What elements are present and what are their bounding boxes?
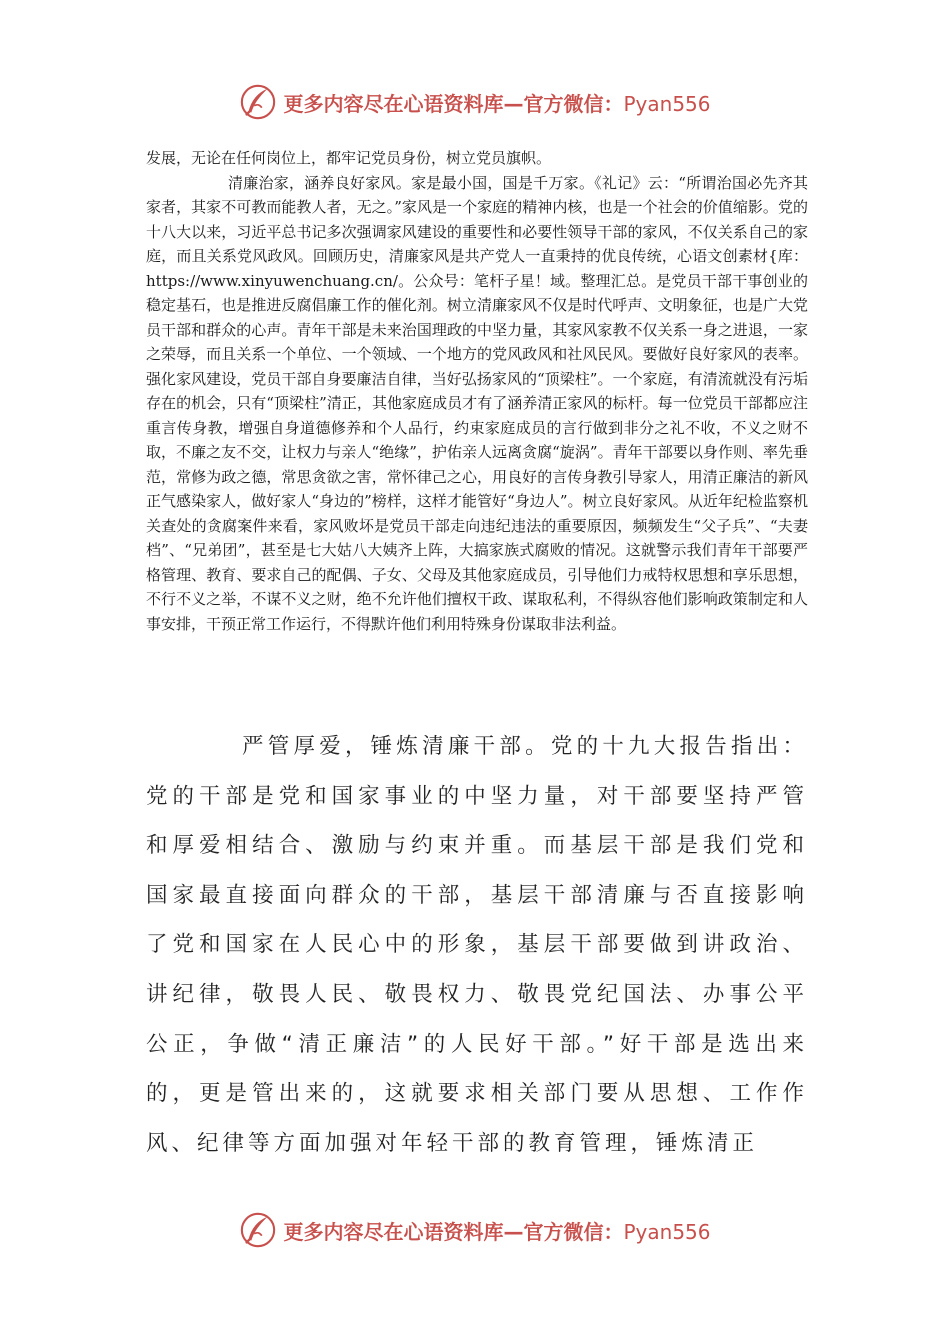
- document-body-large: [146, 722, 808, 1168]
- banner-text: 更多内容尽在心语资料库—官方微信：Pyan556: [283, 91, 711, 116]
- document-body-small: [146, 146, 808, 636]
- header-banner: [0, 80, 950, 124]
- banner-text: 更多内容尽在心语资料库—官方微信：Pyan556: [283, 1219, 711, 1244]
- footer-banner: [0, 1208, 950, 1252]
- feather-pen-logo-icon: [239, 1211, 277, 1249]
- feather-pen-logo-icon: [239, 83, 277, 121]
- wechat-account: Pyan556: [623, 1219, 711, 1244]
- wechat-account: Pyan556: [623, 91, 711, 116]
- paragraph-strict-management: 严管厚爱，锤炼清廉干部。党的十九大报告指出：党的干部是党和国家事业的中坚力量，对干部要坚持严管和厚爱相结合、激励与约束并重。而基层干部是我们党和国家最直接面向群众的干部，基层干部清廉与否直接影响了党和国家在人民心中的形象，基层干部要做到讲政治、讲纪律，敬畏人民、敬畏权力、敬畏党纪国法、办事公平公正，争做“清正廉洁”的人民好干部。”好干部是选出来的，更是管出来的，这就要求相关部门要从思想、工作作风、纪律等方面加强对年轻干部的教育管理，锤炼清正: [146, 734, 808, 1156]
- paragraph-clean-family: 清廉治家，涵养良好家风。家是最小国，国是千万家。《礼记》云：“所谓治国必先齐其家者，其家不可教而能教人者，无之。”家风是一个家庭的精神内核，也是一个社会的价值缩影。党的十八大以来，习近平总书记多次强调家风建设的重要性和必要性领导干部的家风，不仅关系自己的家庭，而且关系党风政风。回顾历史，清廉家风是共产党人一直秉持的优良传统，心语文创素材{库：https://www.xinyuwenchuang.cn/。公众号：笔杆子星！域。整理汇总。是党员干部干事创业的稳定基石，也是推进反腐倡廉工作的催化剂。树立清廉家风不仅是时代呼声、文明象征，也是广大党员干部和群众的心声。青年干部是未来治国理政的中坚力量，其家风家教不仅关系一身之进退，一家之荣辱，而且关系一个单位、一个领域、一个地方的党风政风和社风民风。要做好良好家风的表率。强化家风建设，党员干部自身要廉洁自律，当好弘扬家风的“顶梁柱”。一个家庭，有清流就没有污垢存在的机会，只有“顶梁柱”清正，其他家庭成员才有了涵养清正家风的标杆。每一位党员干部都应注重言传身教，增强自身道德修养和个人品行，约束家庭成员的言行做到非分之礼不收，不义之财不取，不廉之友不交，让权力与亲人“绝缘”，护佑亲人远离贪腐“旋涡”。青年干部要以身作则、率先垂范，常修为政之德，常思贪欲之害，常怀律己之心，用良好的言传身教引导家人，用清正廉洁的新风正气感染家人，做好家人“身边的”榜样，这样才能管好“身边人”。树立良好家风。从近年纪检监察机关查处的贪腐案件来看，家风败坏是党员干部走向违纪违法的重要原因，频频发生“父子兵”、“夫妻档”、“兄弟团”，甚至是七大姑八大姨齐上阵，大搞家族式腐败的情况。这就警示我们青年干部要严格管理、教育、要求自己的配偶、子女、父母及其他家庭成员，引导他们力戒特权思想和享乐思想，不行不义之举，不谋不义之财，绝不允许他们擅权干政、谋取私利，不得纵容他们影响政策制定和人事安排，干预正常工作运行，不得默许他们利用特殊身份谋取非法利益。: [146, 173, 808, 633]
- paragraph-continuation: 发展，无论在任何岗位上，都牢记党员身份，树立党员旗帜。: [146, 149, 552, 167]
